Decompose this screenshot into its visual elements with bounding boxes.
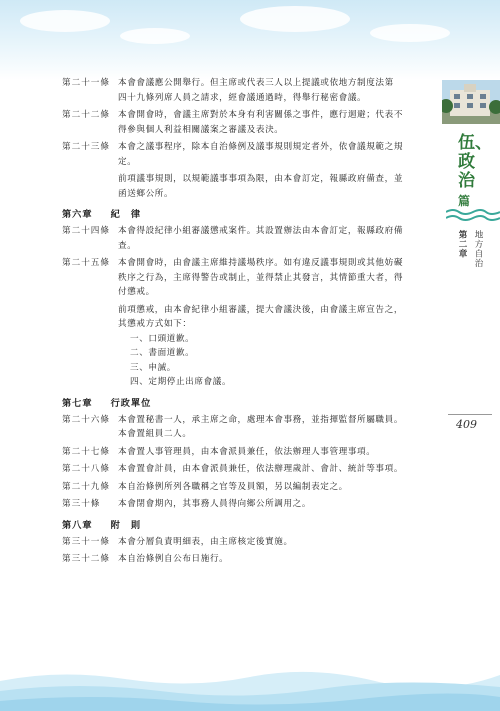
article-text: 本會開會時，由會議主席維持議場秩序。如有違反議事規則或其他妨礙	[118, 258, 404, 268]
article-28	[62, 462, 440, 477]
article-text: 本會得設紀律小組審議懲戒案件。其設置辦法由本會訂定，報縣政府備	[118, 226, 404, 236]
sky-header-background	[0, 0, 500, 80]
article-label: 第三十條	[62, 499, 101, 509]
article-text: 本會置組員二人。	[118, 429, 192, 439]
article-text: 定。	[118, 156, 137, 167]
chapter-heading	[62, 206, 440, 220]
article-label: 第二十九條	[62, 481, 110, 492]
article-label: 第二十六條	[62, 414, 110, 425]
article-text: 付懲戒。	[118, 287, 155, 297]
section-title-main: 伍、政治	[458, 133, 492, 191]
article-31	[62, 535, 440, 550]
article-label: 第二十一條	[62, 78, 110, 88]
article-25	[62, 256, 440, 300]
article-text: 本自治條例自公布日施行。	[118, 554, 229, 564]
list-item: 二、書面道歉。	[130, 348, 195, 358]
article-label: 第二十八條	[62, 464, 110, 474]
article-22	[62, 108, 440, 137]
page-number: 409	[456, 418, 477, 431]
article-text: 四十九條列席人員之請求，經會議通過時，得舉行秘密會議。	[118, 92, 367, 103]
page-number-rule	[448, 414, 492, 415]
article-text: 本會分層負責明細表，由主席核定後實施。	[118, 536, 293, 547]
article-label: 第三十二條	[62, 554, 110, 564]
article-text: 本會會議應公開舉行。但主席或代表三人以上提議或依地方制度法第	[118, 78, 394, 88]
chapter-tab-number: 第二章	[457, 230, 467, 259]
article-30	[62, 497, 440, 512]
chapter-number: 第六章	[62, 209, 93, 220]
chapter-heading	[62, 395, 440, 409]
article-text: 查。	[118, 240, 137, 251]
chapter-title: 附 則	[110, 519, 142, 531]
article-text: 前項懲戒，由本會紀律小組審議，提大會議決後，由會議主席宣告之，	[118, 304, 404, 315]
article-21	[62, 76, 440, 105]
chapter-tab	[456, 230, 486, 268]
section-title	[458, 133, 492, 211]
section-sidebar	[442, 80, 500, 420]
article-text: 本會置秘書一人，承主席之命，處理本會事務，並指揮監督所屬職員。	[118, 414, 404, 425]
article-label: 第二十七條	[62, 446, 110, 457]
list-item: 一、口頭道歉。	[130, 333, 195, 344]
chapter-title: 行政單位	[110, 397, 152, 409]
article-32	[62, 552, 440, 567]
article-text: 本會開會時，會議主席對於本身有利害關係之事件，應行迴避；代表不	[118, 110, 404, 120]
chapter-heading	[62, 517, 440, 531]
wave-decoration	[446, 208, 500, 228]
article-paragraph	[62, 303, 440, 332]
article-label: 第二十四條	[62, 226, 110, 236]
document-body	[62, 76, 440, 570]
article-text: 函送鄉公所。	[118, 188, 174, 199]
article-paragraph	[62, 172, 440, 201]
wave-footer-decoration	[0, 651, 500, 711]
article-label: 第二十五條	[62, 258, 110, 268]
article-text: 本會閉會期內，其事務人員得向鄉公所調用之。	[118, 499, 312, 509]
article-27	[62, 445, 440, 460]
article-text: 本自治條例所列各職稱之官等及員額，另以編制表定之。	[118, 481, 348, 492]
chapter-title: 紀 律	[110, 209, 142, 220]
chapter-number: 第八章	[62, 519, 93, 531]
article-29	[62, 480, 440, 495]
chapter-number: 第七章	[62, 397, 93, 409]
article-text: 本會置人事管理員，由本會派員兼任，依法辦理人事管理事項。	[118, 446, 376, 457]
article-text: 其懲戒方式如下：	[118, 319, 192, 329]
list-item: 三、申誡。	[130, 362, 176, 373]
article-23	[62, 140, 440, 169]
article-24	[62, 224, 440, 253]
list-item: 四、定期停止出席會議。	[130, 377, 232, 387]
article-text: 得參與個人利益相關議案之審議及表決。	[118, 124, 284, 135]
article-text: 秩序之行為，主席得警告或制止，並得禁止其發言，其情節重大者，得	[118, 272, 404, 283]
section-title-suffix: 篇	[458, 194, 471, 208]
article-text: 本會置會計員，由本會派員兼任，依法辦理歲計、會計、統計等事項。	[118, 464, 404, 474]
government-building-photo	[442, 80, 500, 124]
chapter-tab-name: 地方自治	[473, 230, 483, 268]
article-label: 第二十三條	[62, 142, 110, 152]
article-label: 第三十一條	[62, 536, 110, 547]
article-text: 前項議事規則，以規範議事事項為限，由本會訂定，報縣政府備查，並	[118, 174, 404, 184]
article-label: 第二十二條	[62, 110, 110, 120]
article-26	[62, 413, 440, 442]
penalty-list	[62, 332, 440, 390]
article-text: 本會之議事程序，除本自治條例及議事規則規定者外，依會議規範之規	[118, 142, 404, 152]
